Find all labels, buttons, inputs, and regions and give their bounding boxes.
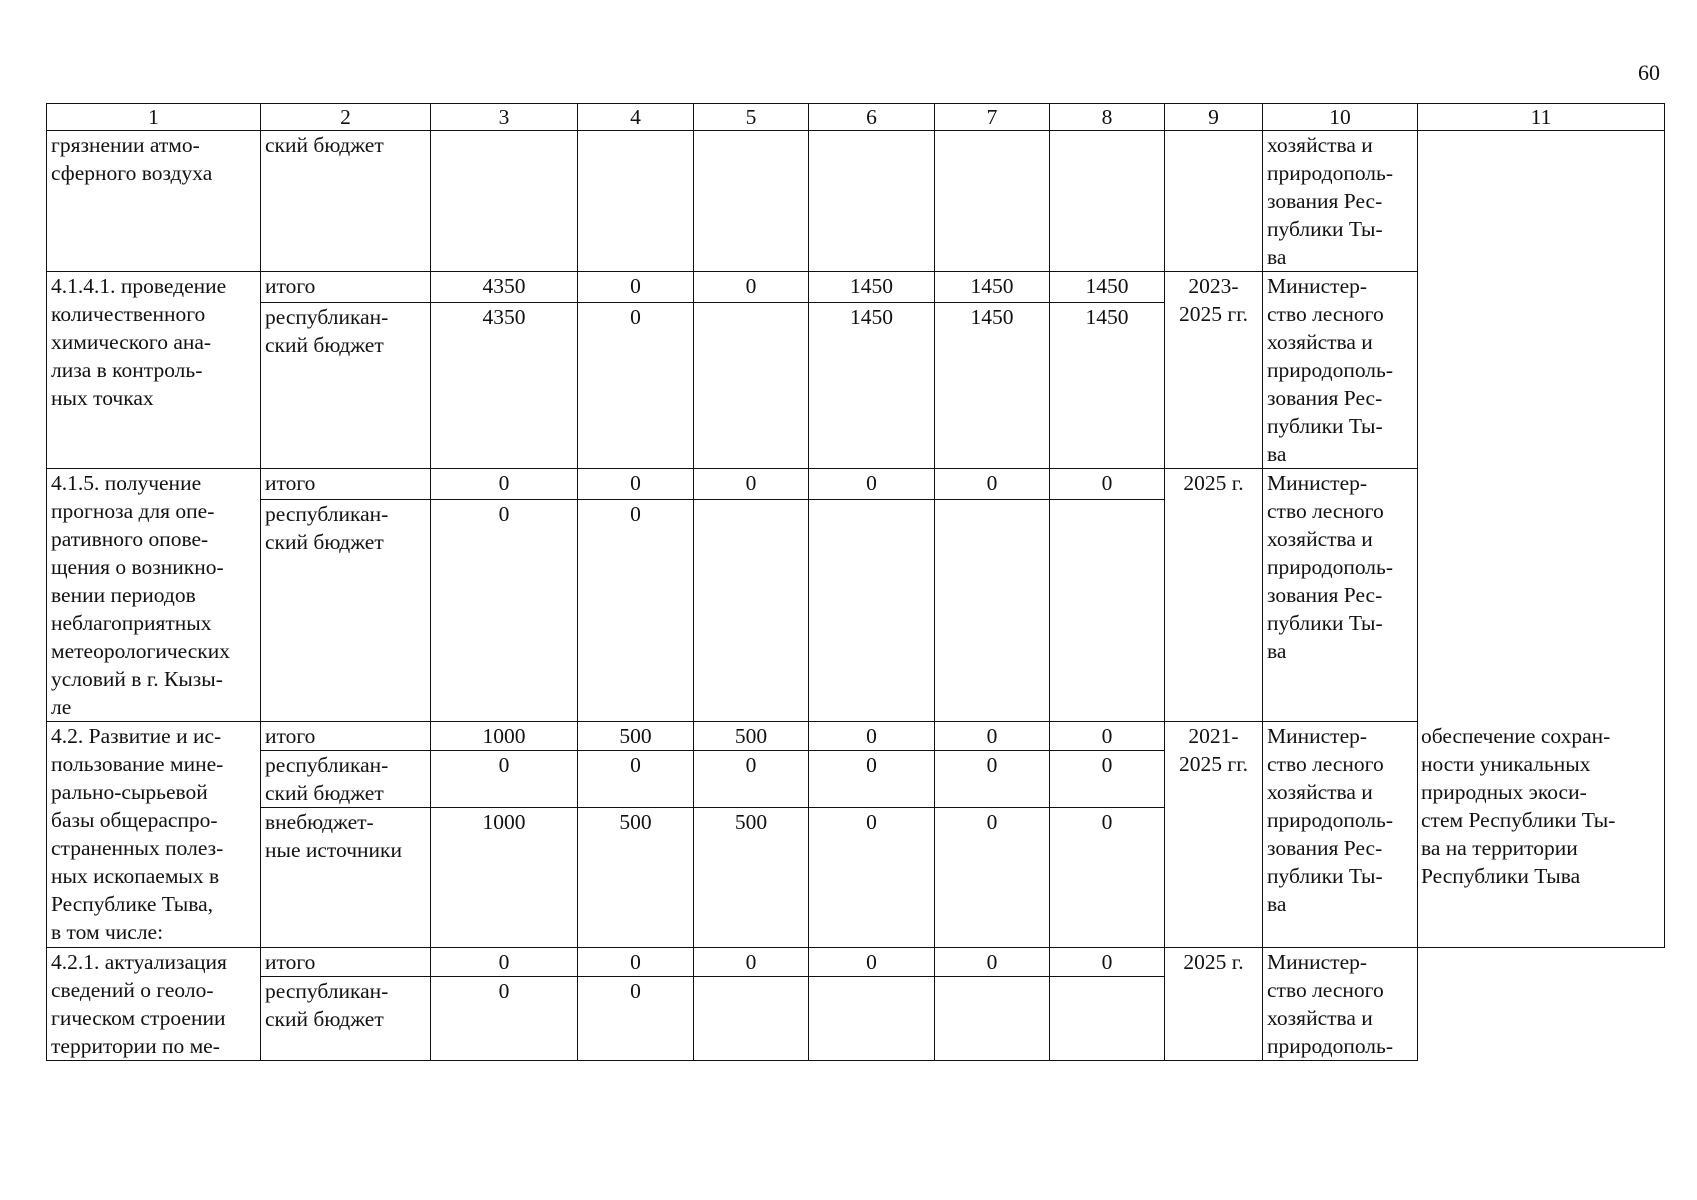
source-cell: итого bbox=[261, 948, 431, 977]
source-cell: республикан- ский бюджет bbox=[261, 499, 431, 721]
value-cell: 1000 bbox=[431, 722, 578, 751]
executor-cell: Министер- ство лесного хозяйства и природополь- bbox=[1263, 948, 1418, 1061]
col-header-5: 5 bbox=[694, 104, 809, 131]
value-cell: 0 bbox=[431, 751, 578, 808]
header-row bbox=[47, 104, 1665, 131]
table-row bbox=[47, 131, 1665, 272]
value-cell: 500 bbox=[694, 722, 809, 751]
value-cell: 0 bbox=[1050, 469, 1165, 500]
value-cell: 0 bbox=[694, 948, 809, 977]
value-cell: 0 bbox=[431, 948, 578, 977]
executor-cell: Министер- ство лесного хозяйства и природополь- зования Рес- публики Ты- ва bbox=[1263, 469, 1418, 722]
col-header-3: 3 bbox=[431, 104, 578, 131]
activity-cell: 4.1.5. получение прогноза для опе- ративного опове- щения о возникно- вении периодов неблагоприятных метеорологических условий в г. Кызы- ле bbox=[47, 469, 261, 722]
value-cell bbox=[809, 131, 935, 272]
value-cell: 0 bbox=[694, 272, 809, 303]
value-cell: 4350 bbox=[431, 272, 578, 303]
source-cell: республикан- ский бюджет bbox=[261, 303, 431, 469]
value-cell: 1450 bbox=[1050, 303, 1165, 469]
value-cell bbox=[809, 977, 935, 1061]
value-cell bbox=[1050, 499, 1165, 721]
value-cell: 0 bbox=[1050, 808, 1165, 948]
value-cell: 0 bbox=[809, 469, 935, 500]
value-cell: 0 bbox=[1050, 948, 1165, 977]
activity-cell: грязнении атмо- сферного воздуха bbox=[47, 131, 261, 272]
value-cell: 0 bbox=[809, 722, 935, 751]
value-cell: 1450 bbox=[1050, 272, 1165, 303]
value-cell: 1450 bbox=[935, 303, 1050, 469]
col-header-4: 4 bbox=[578, 104, 694, 131]
col-header-8: 8 bbox=[1050, 104, 1165, 131]
value-cell: 0 bbox=[578, 469, 694, 500]
source-cell: республикан- ский бюджет bbox=[261, 751, 431, 808]
value-cell: 0 bbox=[578, 303, 694, 469]
value-cell: 0 bbox=[809, 808, 935, 948]
value-cell: 0 bbox=[935, 722, 1050, 751]
source-cell: итого bbox=[261, 722, 431, 751]
period-cell bbox=[1165, 131, 1263, 272]
value-cell bbox=[935, 499, 1050, 721]
value-cell: 0 bbox=[578, 751, 694, 808]
col-header-11: 11 bbox=[1418, 104, 1665, 131]
program-table bbox=[46, 103, 1665, 1061]
period-cell: 2025 г. bbox=[1165, 469, 1263, 722]
value-cell bbox=[694, 977, 809, 1061]
value-cell: 0 bbox=[1050, 751, 1165, 808]
col-header-6: 6 bbox=[809, 104, 935, 131]
source-cell: ский бюджет bbox=[261, 131, 431, 272]
value-cell: 0 bbox=[431, 469, 578, 500]
value-cell: 0 bbox=[431, 977, 578, 1061]
value-cell bbox=[578, 131, 694, 272]
value-cell bbox=[935, 977, 1050, 1061]
value-cell: 0 bbox=[694, 469, 809, 500]
value-cell: 0 bbox=[431, 499, 578, 721]
period-cell: 2021- 2025 гг. bbox=[1165, 722, 1263, 948]
value-cell: 0 bbox=[578, 272, 694, 303]
value-cell: 0 bbox=[578, 948, 694, 977]
col-header-9: 9 bbox=[1165, 104, 1263, 131]
value-cell bbox=[1050, 131, 1165, 272]
activity-cell: 4.1.4.1. проведение количественного химического ана- лиза в контроль- ных точках bbox=[47, 272, 261, 469]
value-cell bbox=[935, 131, 1050, 272]
source-cell: республикан- ский бюджет bbox=[261, 977, 431, 1061]
executor-cell: Министер- ство лесного хозяйства и природополь- зования Рес- публики Ты- ва bbox=[1263, 272, 1418, 469]
value-cell: 0 bbox=[935, 469, 1050, 500]
col-header-7: 7 bbox=[935, 104, 1050, 131]
col-header-2: 2 bbox=[261, 104, 431, 131]
value-cell: 0 bbox=[935, 948, 1050, 977]
value-cell: 0 bbox=[694, 751, 809, 808]
value-cell: 1450 bbox=[809, 272, 935, 303]
value-cell: 0 bbox=[578, 499, 694, 721]
value-cell: 500 bbox=[578, 722, 694, 751]
col-header-1: 1 bbox=[47, 104, 261, 131]
value-cell bbox=[694, 131, 809, 272]
executor-cell: Министер- ство лесного хозяйства и природополь- зования Рес- публики Ты- ва bbox=[1263, 722, 1418, 948]
value-cell bbox=[809, 499, 935, 721]
col-header-10: 10 bbox=[1263, 104, 1418, 131]
source-cell: итого bbox=[261, 469, 431, 500]
period-cell: 2023- 2025 гг. bbox=[1165, 272, 1263, 469]
value-cell: 0 bbox=[935, 751, 1050, 808]
executor-cell: хозяйства и природополь- зования Рес- публики Ты- ва bbox=[1263, 131, 1418, 272]
value-cell bbox=[431, 131, 578, 272]
page-number: 60 bbox=[1638, 60, 1660, 85]
value-cell: 500 bbox=[578, 808, 694, 948]
value-cell: 500 bbox=[694, 808, 809, 948]
table-row bbox=[47, 977, 1665, 1061]
result-text: обеспечение сохран- ности уникальных природных экоси- стем Республики Ты- ва на территории Республики Тыва bbox=[1421, 724, 1616, 888]
value-cell: 4350 bbox=[431, 303, 578, 469]
value-cell: 0 bbox=[809, 751, 935, 808]
table-row bbox=[47, 948, 1665, 977]
source-cell: внебюджет- ные источники bbox=[261, 808, 431, 948]
period-cell: 2025 г. bbox=[1165, 948, 1263, 1061]
source-cell: итого bbox=[261, 272, 431, 303]
value-cell: 1450 bbox=[809, 303, 935, 469]
value-cell: 1450 bbox=[935, 272, 1050, 303]
value-cell: 0 bbox=[578, 977, 694, 1061]
activity-cell: 4.2.1. актуализация сведений о геоло- гическом строении территории по ме- bbox=[47, 948, 261, 1061]
value-cell: 0 bbox=[1050, 722, 1165, 751]
value-cell bbox=[1050, 977, 1165, 1061]
value-cell: 1000 bbox=[431, 808, 578, 948]
value-cell: 0 bbox=[935, 808, 1050, 948]
value-cell: 0 bbox=[809, 948, 935, 977]
value-cell bbox=[694, 303, 809, 469]
value-cell bbox=[694, 499, 809, 721]
activity-cell: 4.2. Развитие и ис- пользование мине- рально-сырьевой базы общераспро- страненных полез- ных ископаемых в Республике Тыва, в том числе: bbox=[47, 722, 261, 948]
